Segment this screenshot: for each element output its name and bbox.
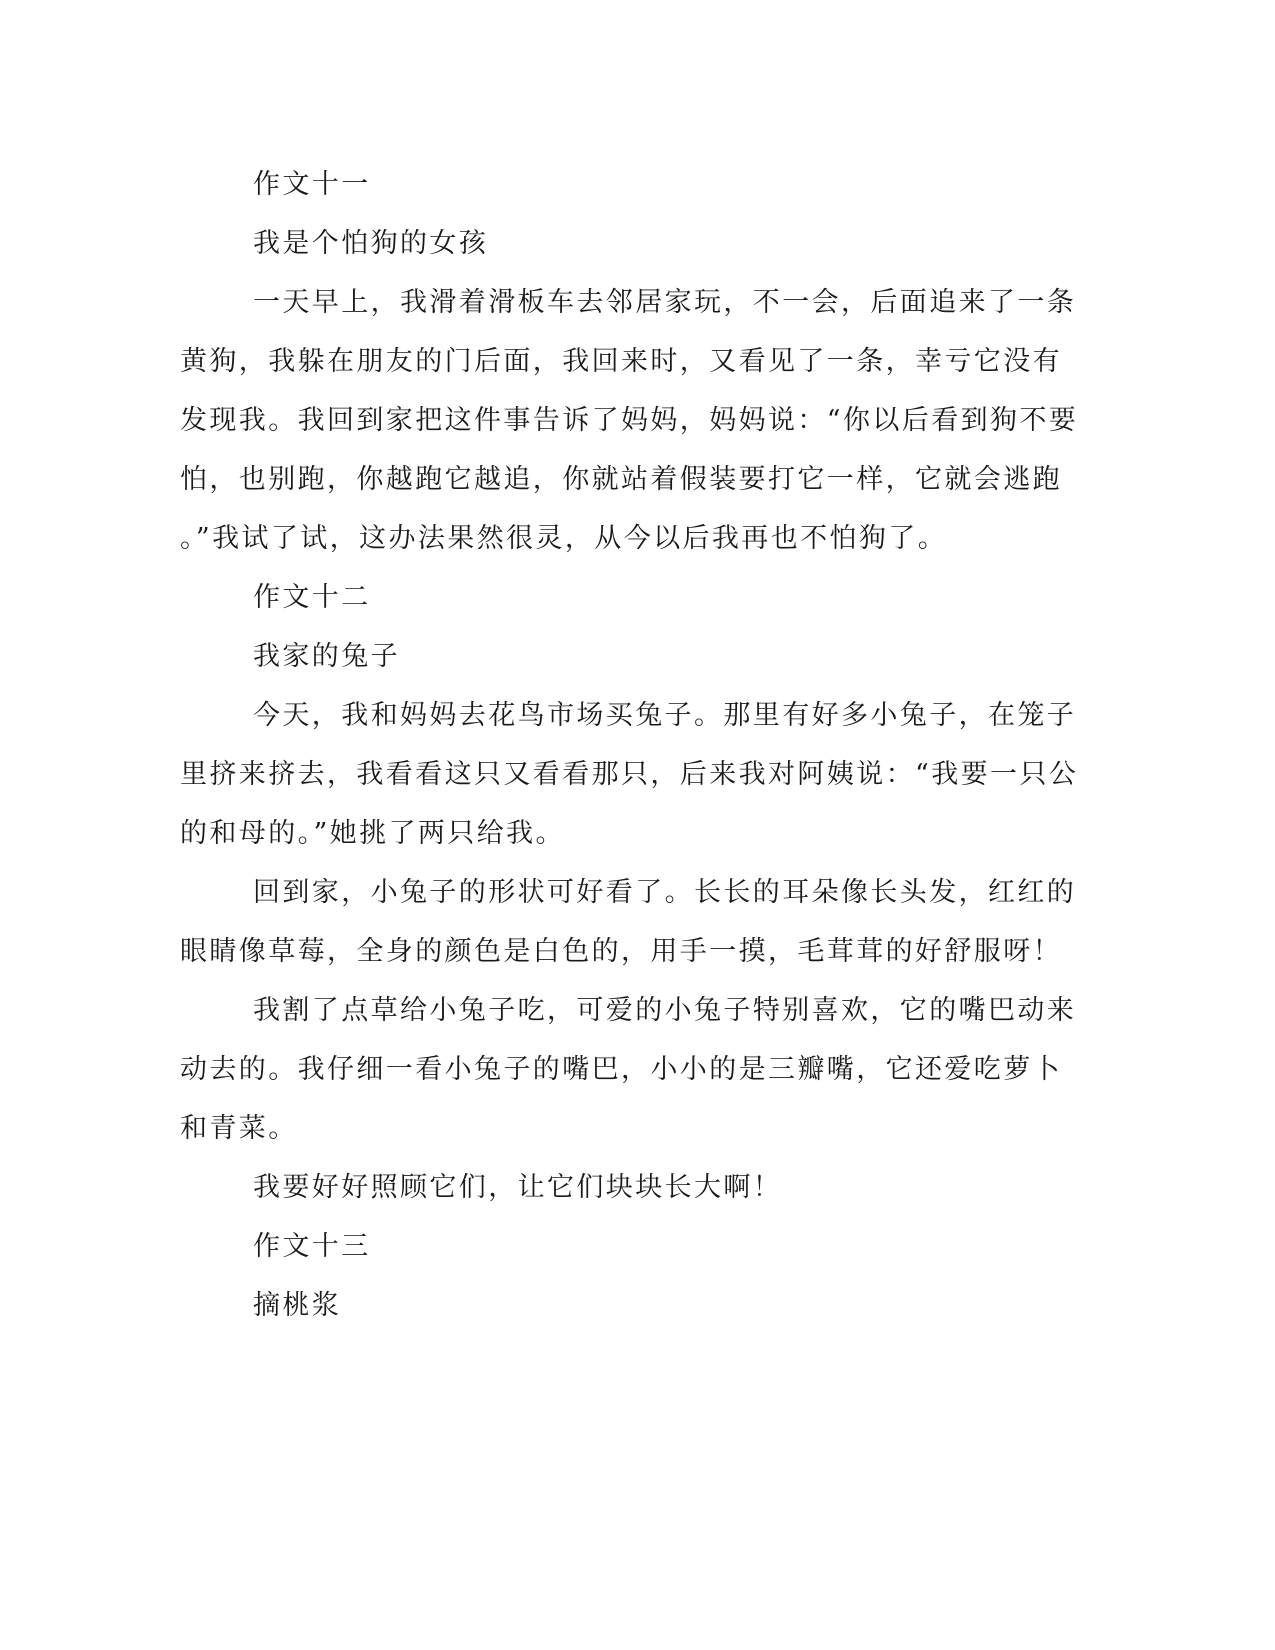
- essay-13-heading: 作文十三: [253, 1231, 371, 1262]
- paragraph-line: 一天早上，我滑着滑板车去邻居家玩，不一会，后面追来了一条: [253, 287, 1077, 318]
- essay-12-title: 我家的兔子: [253, 641, 400, 672]
- paragraph-line: 回到家，小兔子的形状可好看了。长长的耳朵像长头发，红红的: [253, 877, 1077, 908]
- paragraph-line: 黄狗，我躲在朋友的门后面，我回来时，又看见了一条，幸亏它没有: [180, 346, 1062, 377]
- paragraph-line: 今天，我和妈妈去花鸟市场买兔子。那里有好多小兔子，在笼子: [253, 700, 1077, 731]
- essay-11-title: 我是个怕狗的女孩: [253, 228, 489, 259]
- document-body: [180, 155, 1079, 1335]
- paragraph-line: 我要好好照顾它们，让它们块块长大啊！: [253, 1172, 783, 1203]
- paragraph-line: 怕，也别跑，你越跑它越追，你就站着假装要打它一样，它就会逃跑: [180, 464, 1062, 495]
- paragraph-line: 发现我。我回到家把这件事告诉了妈妈，妈妈说：“你以后看到狗不要: [180, 405, 1079, 436]
- essay-11-heading: 作文十一: [253, 169, 371, 200]
- essay-13-title: 摘桃浆: [253, 1290, 342, 1321]
- paragraph-line: 我割了点草给小兔子吃，可爱的小兔子特别喜欢，它的嘴巴动来: [253, 995, 1077, 1026]
- paragraph-line: 里挤来挤去，我看看这只又看看那只，后来我对阿姨说：“我要一只公: [180, 759, 1079, 790]
- paragraph-line: 眼睛像草莓，全身的颜色是白色的，用手一摸，毛茸茸的好舒服呀！: [180, 936, 1062, 967]
- essay-12-heading: 作文十二: [253, 582, 371, 613]
- paragraph-line: 和青菜。: [180, 1113, 298, 1144]
- paragraph-line: 。”我试了试，这办法果然很灵，从今以后我再也不怕狗了。: [180, 523, 948, 554]
- paragraph-line: 的和母的。”她挑了两只给我。: [180, 818, 565, 849]
- paragraph-line: 动去的。我仔细一看小兔子的嘴巴，小小的是三瓣嘴，它还爱吃萝卜: [180, 1054, 1062, 1085]
